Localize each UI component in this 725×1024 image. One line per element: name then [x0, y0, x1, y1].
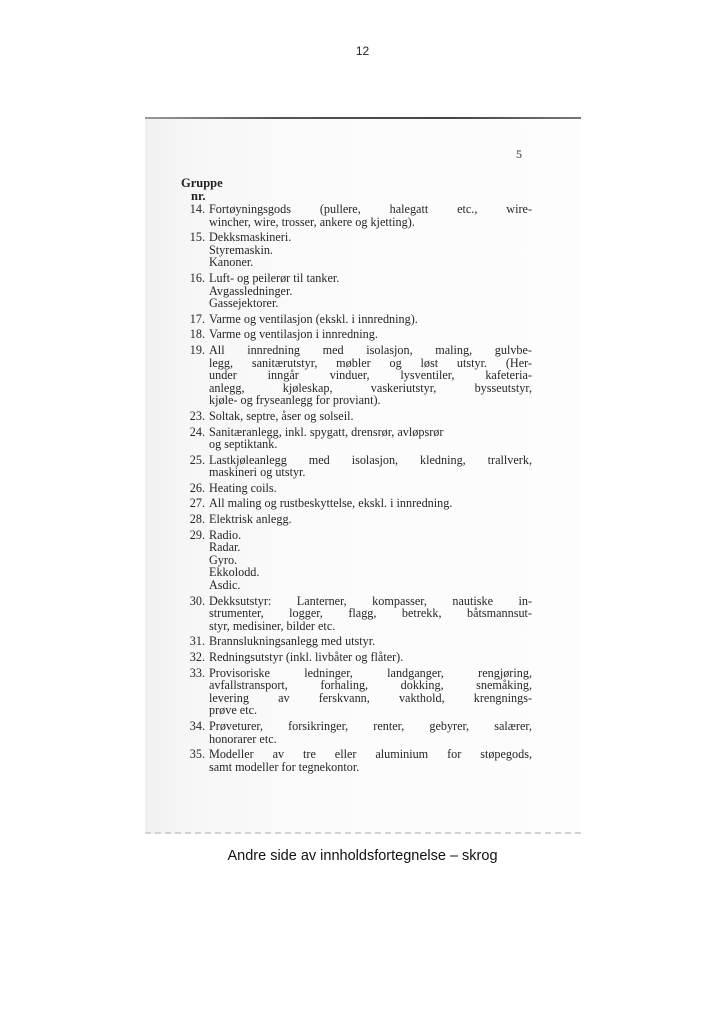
list-item: [182, 513, 532, 526]
item-text: [209, 344, 532, 407]
item-line: Brannslukningsanlegg med utstyr.: [209, 634, 376, 649]
item-line: Gyro.: [209, 552, 238, 567]
item-line: Provisoriske ledninger, landganger, rengjøring,: [209, 665, 532, 680]
heading-nr: nr.: [191, 189, 206, 203]
item-line: Radar.: [209, 540, 241, 555]
item-text: [209, 410, 532, 423]
group-heading: [181, 177, 223, 203]
item-line: Modeller av tre eller aluminium for støpegods,: [209, 747, 532, 762]
item-number: 15.: [189, 230, 205, 245]
item-text: [209, 497, 532, 510]
list-item: [182, 635, 532, 648]
heading-gruppe: Gruppe: [181, 176, 223, 190]
item-line: Dekksmaskineri.: [209, 230, 292, 245]
item-text: [209, 454, 532, 479]
item-line: Heating coils.: [209, 480, 277, 495]
item-number: 18.: [189, 327, 205, 342]
item-number: 16.: [189, 270, 205, 285]
item-line: Luft- og peilerør til tanker.: [209, 270, 340, 285]
item-line: Varme og ventilasjon (ekskl. i innredning).: [209, 311, 418, 326]
bottom-rule: [145, 832, 581, 834]
list-item: [182, 272, 532, 310]
item-line: Asdic.: [209, 578, 241, 593]
item-line: maskineri og utstyr.: [209, 465, 306, 480]
list-item: [182, 410, 532, 423]
item-number: 32.: [189, 650, 205, 664]
item-line: prøve etc.: [209, 703, 258, 718]
item-line: Prøveturer, forsikringer, renter, gebyrer, salærer,: [209, 718, 532, 733]
list-item: [182, 344, 532, 407]
list-item: [182, 454, 532, 479]
item-text: [209, 513, 532, 526]
list-item: [182, 313, 532, 326]
item-number: 24.: [189, 424, 205, 439]
item-line: Avgassledninger.: [209, 283, 293, 298]
item-line: Redningsutstyr (inkl. livbåter og flåter).: [209, 650, 404, 664]
list-item: [182, 748, 532, 773]
item-line: levering av ferskvann, vakthold, krengnings-: [209, 690, 532, 705]
item-text: [209, 529, 532, 592]
item-number: 34.: [189, 718, 205, 733]
item-line: avfallstransport, forhaling, dokking, snemåking,: [209, 678, 532, 693]
item-line: kjøle- og fryseanlegg for proviant).: [209, 393, 381, 408]
item-number: 31.: [189, 634, 205, 649]
scan-page-number: 5: [516, 147, 522, 161]
item-line: Ekkolodd.: [209, 565, 260, 580]
item-line: Soltak, septre, åser og solseil.: [209, 408, 354, 423]
item-text: [209, 482, 532, 495]
item-line: samt modeller for tegnekontor.: [209, 759, 360, 774]
item-number: 19.: [189, 342, 205, 357]
item-text: [209, 748, 532, 773]
item-line: All maling og rustbeskyttelse, ekskl. i innredning.: [209, 496, 453, 511]
item-line: Lastkjøleanlegg med isolasjon, kledning, trallverk,: [209, 452, 532, 467]
item-line: Kanoner.: [209, 255, 254, 270]
item-number: 26.: [189, 480, 205, 495]
item-number: 33.: [189, 665, 205, 680]
item-line: Elektrisk anlegg.: [209, 512, 292, 527]
list-item: [182, 482, 532, 495]
item-line: strumenter, logger, flagg, betrekk, båtsmannsut-: [209, 606, 532, 621]
caption: Andre side av innholdsfortegnelse – skrog: [227, 848, 498, 864]
item-text: [209, 651, 532, 664]
list-item: [182, 651, 532, 664]
item-number: 27.: [189, 496, 205, 511]
list-item: [182, 203, 532, 228]
list-item: [182, 426, 532, 451]
item-text: [209, 426, 532, 451]
item-line: All innredning med isolasjon, maling, gulvbe-: [209, 342, 532, 357]
scanned-page: [145, 117, 581, 834]
item-line: Styremaskin.: [209, 242, 273, 257]
item-line: Sanitæranlegg, inkl. spygatt, drensrør, avløpsrør: [209, 424, 444, 439]
top-rule: [145, 117, 581, 119]
item-line: under inngår vinduer, lysventiler, kafeteria-: [209, 368, 532, 383]
item-line: Radio.: [209, 527, 242, 542]
item-line: anlegg, kjøleskap, vaskeriutstyr, bysseutstyr,: [209, 380, 532, 395]
list-item: [182, 529, 532, 592]
item-text: [209, 203, 532, 228]
item-line: Varme og ventilasjon i innredning.: [209, 327, 378, 342]
list-item: [182, 595, 532, 633]
item-text: [209, 313, 532, 326]
item-line: honorarer etc.: [209, 731, 277, 746]
list-item: [182, 720, 532, 745]
item-number: 28.: [189, 512, 205, 527]
item-number: 17.: [189, 311, 205, 326]
item-text: [209, 667, 532, 717]
list-item: [182, 667, 532, 717]
item-text: [209, 595, 532, 633]
item-text: [209, 635, 532, 648]
item-text: [209, 328, 532, 341]
item-text: [209, 272, 532, 310]
item-line: legg, sanitærutstyr, møbler og løst utstyr. (Her-: [209, 355, 532, 370]
list-item: [182, 497, 532, 510]
item-line: wincher, wire, trosser, ankere og kjetting).: [209, 214, 415, 229]
item-number: 35.: [189, 747, 205, 762]
item-line: styr, medisiner, bilder etc.: [209, 618, 336, 633]
list-item: [182, 328, 532, 341]
item-line: og septiktank.: [209, 437, 278, 452]
item-number: 23.: [189, 408, 205, 423]
item-number: 14.: [189, 202, 205, 216]
item-line: Dekksutstyr: Lanterner, kompasser, nautiske in-: [209, 593, 532, 608]
item-number: 25.: [189, 452, 205, 467]
item-text: [209, 720, 532, 745]
item-line: Fortøyningsgods (pullere, halegatt etc., wire-: [209, 202, 532, 216]
item-number: 30.: [189, 593, 205, 608]
group-list: [182, 203, 532, 776]
item-line: Gassejektorer.: [209, 296, 279, 311]
list-item: [182, 231, 532, 269]
item-number: 29.: [189, 527, 205, 542]
item-text: [209, 231, 532, 269]
page-number: 12: [355, 44, 370, 58]
